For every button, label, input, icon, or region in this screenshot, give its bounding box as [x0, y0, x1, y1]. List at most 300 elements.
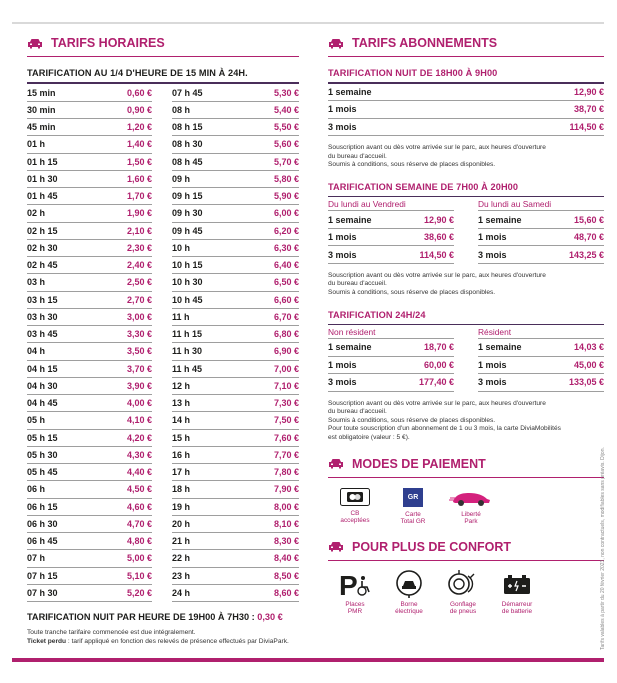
- row-label: 30 min: [27, 104, 56, 115]
- table-row: [328, 246, 454, 264]
- row-price: 7,90 €: [273, 484, 299, 495]
- row-label: 20 h: [172, 518, 191, 529]
- note-line: du bureau d'accueil.: [328, 280, 387, 288]
- row-price: 3,30 €: [126, 329, 152, 340]
- row-label: 15 h: [172, 432, 191, 443]
- payment-methods: [328, 488, 604, 526]
- row-label: 10 h: [172, 242, 191, 253]
- note-line: Souscription avant ou dès votre arrivée sur le parc, aux heures d'ouverture: [328, 144, 546, 151]
- svg-text:P: P: [339, 569, 358, 598]
- table-row: [172, 257, 299, 274]
- row-price: 4,40 €: [126, 467, 152, 478]
- ev-charger-icon: [394, 570, 424, 598]
- caption-line: Carte: [405, 510, 421, 518]
- row-price: 6,90 €: [273, 346, 299, 357]
- row-label: 45 min: [27, 122, 56, 133]
- night-rate-label: TARIFICATION NUIT PAR HEURE DE 19H00 À 7H30 :: [27, 612, 255, 622]
- row-price: 114,50 €: [419, 249, 454, 260]
- row-label: 1 semaine: [478, 214, 522, 225]
- top-divider: [12, 22, 604, 24]
- payment-cb-caption: [340, 510, 369, 525]
- row-price: 5,60 €: [273, 139, 299, 150]
- row-label: 03 h: [27, 277, 46, 288]
- car-icon: [328, 458, 344, 469]
- row-label: 03 h 15: [27, 294, 58, 305]
- table-row: [172, 412, 299, 429]
- note-line: Souscription avant ou dès votre arrivée sur le parc, aux heures d'ouverture: [328, 399, 546, 407]
- row-price: 8,60 €: [273, 587, 299, 598]
- note-lost-ticket: [27, 638, 299, 647]
- table-row: [27, 154, 152, 171]
- table-row: [27, 481, 152, 498]
- row-price: 5,10 €: [126, 570, 152, 581]
- row-price: 4,30 €: [126, 449, 152, 460]
- battery-icon: [502, 570, 532, 598]
- table-row: [478, 246, 604, 264]
- row-price: 133,05 €: [568, 377, 604, 388]
- row-label: 19 h: [172, 501, 191, 512]
- caption-line: CB: [350, 509, 360, 517]
- row-price: 4,60 €: [126, 501, 152, 512]
- rates-column-2: [172, 85, 299, 603]
- row-price: 5,70 €: [273, 156, 299, 167]
- payment-total-gr: [386, 488, 440, 526]
- tire-pressure-icon: [448, 570, 478, 598]
- row-price: 114,50 €: [569, 121, 604, 132]
- caption-line: Places: [345, 600, 365, 608]
- table-row: [328, 119, 604, 137]
- table-row: [478, 357, 604, 375]
- table-row: [172, 102, 299, 119]
- row-label: 09 h 45: [172, 225, 203, 236]
- row-label: 23 h: [172, 570, 191, 581]
- row-price: 6,30 €: [273, 242, 299, 253]
- table-row: [172, 292, 299, 309]
- table-row: [172, 447, 299, 464]
- row-label: 04 h 30: [27, 380, 58, 391]
- table-row: [27, 447, 152, 464]
- week-left-rows: [328, 211, 454, 264]
- row-price: 3,00 €: [126, 311, 152, 322]
- table-row: [328, 229, 454, 247]
- row-price: 8,40 €: [273, 553, 299, 564]
- service-battery-caption: [502, 601, 533, 616]
- table-row: [27, 499, 152, 516]
- row-label: 02 h 45: [27, 260, 58, 271]
- row-price: 3,50 €: [126, 346, 152, 357]
- row-label: 11 h: [172, 311, 190, 322]
- row-price: 8,10 €: [273, 518, 299, 529]
- table-row: [328, 101, 604, 119]
- row-label: 03 h 45: [27, 329, 58, 340]
- car-icon: [27, 38, 43, 49]
- table-row: [27, 223, 152, 240]
- caption-line: Park: [464, 518, 478, 526]
- caption-line: PMR: [347, 608, 363, 616]
- caption-line: électrique: [395, 608, 423, 616]
- table-row: [27, 309, 152, 326]
- row-price: 5,30 €: [273, 87, 299, 98]
- table-row: [328, 339, 454, 357]
- row-label: 04 h 45: [27, 398, 58, 409]
- row-label: 10 h 45: [172, 294, 203, 305]
- row-price: 2,70 €: [126, 294, 152, 305]
- table-row: [27, 102, 152, 119]
- row-price: 0,60 €: [126, 87, 152, 98]
- row-price: 48,70 €: [573, 232, 604, 243]
- row-price: 6,70 €: [273, 311, 299, 322]
- row-label: 02 h 15: [27, 225, 58, 236]
- row-price: 4,20 €: [126, 432, 152, 443]
- row-price: 4,50 €: [126, 484, 152, 495]
- note-line: du bureau d'accueil.: [328, 408, 387, 416]
- non-resident: [328, 325, 454, 392]
- row-price: 6,00 €: [273, 208, 299, 219]
- row-label: 09 h 15: [172, 191, 203, 202]
- row-label: 1 semaine: [328, 214, 372, 225]
- table-row: [478, 339, 604, 357]
- table-row: [27, 412, 152, 429]
- table-row: [172, 533, 299, 550]
- row-label: 1 semaine: [328, 86, 372, 97]
- table-row: [27, 533, 152, 550]
- table-row: [27, 240, 152, 257]
- night-notes: [328, 144, 604, 170]
- table-row: [328, 211, 454, 229]
- table-row: [27, 119, 152, 136]
- row-label: 03 h 30: [27, 311, 58, 322]
- non-resident-rows: [328, 339, 454, 392]
- row-price: 60,00 €: [423, 359, 454, 370]
- row-label: 05 h 15: [27, 432, 58, 443]
- table-row: [27, 550, 152, 567]
- table-row: [172, 274, 299, 291]
- pmr-parking-icon: [339, 570, 371, 598]
- note-rule: Toute tranche tarifaire commencée est due intégralement.: [27, 629, 196, 636]
- row-label: 13 h: [172, 398, 191, 409]
- row-label: 08 h 45: [172, 156, 203, 167]
- row-label: 1 semaine: [328, 342, 372, 353]
- row-price: 18,70 €: [423, 342, 454, 353]
- row-label: 18 h: [172, 484, 191, 495]
- row-label: 04 h: [27, 346, 46, 357]
- row-label: 11 h 45: [172, 363, 203, 374]
- row-price: 14,03 €: [573, 342, 604, 353]
- note-line: Soumis à conditions, sous réserve de places disponibles.: [328, 161, 496, 169]
- caption-line: Total GR: [400, 518, 426, 526]
- table-row: [27, 257, 152, 274]
- quarter-hour-heading: TARIFICATION AU 1/4 D'HEURE DE 15 MIN À 24H.: [27, 68, 248, 78]
- table-row: [27, 361, 152, 378]
- row-price: 3,70 €: [126, 363, 152, 374]
- table-row: [478, 229, 604, 247]
- night-rate-value: 0,30 €: [257, 612, 283, 622]
- title-rule: [328, 56, 604, 57]
- table-row: [27, 568, 152, 585]
- row-price: 143,25 €: [568, 249, 604, 260]
- service-tire-caption: [450, 601, 476, 616]
- row-label: 07 h 15: [27, 570, 58, 581]
- row-label: 15 min: [27, 87, 56, 98]
- table-row: [478, 211, 604, 229]
- table-row: [172, 154, 299, 171]
- title-rule: [27, 56, 299, 57]
- row-price: 7,30 €: [273, 398, 299, 409]
- row-label: 1 mois: [328, 359, 357, 370]
- row-price: 2,30 €: [126, 242, 152, 253]
- row-label: 06 h 15: [27, 501, 58, 512]
- row-label: 3 mois: [478, 377, 507, 388]
- row-label: 06 h: [27, 484, 46, 495]
- week-subscription-heading: TARIFICATION SEMAINE DE 7H00 À 20H00: [328, 181, 519, 192]
- week-monday-friday: [328, 197, 454, 264]
- caption-line: Gonflage: [450, 600, 476, 608]
- row-label: 01 h: [27, 139, 46, 150]
- hourly-rates-title-text: TARIFS HORAIRES: [51, 36, 165, 50]
- resident-rows: [478, 339, 604, 392]
- table-row: [27, 136, 152, 153]
- table-row: [172, 585, 299, 602]
- row-price: 12,90 €: [423, 214, 454, 225]
- note-line: est obligatoire (valeur : 5 €).: [328, 433, 410, 441]
- row-price: 4,00 €: [126, 398, 152, 409]
- subscriptions-column: [328, 34, 604, 616]
- table-row: [27, 292, 152, 309]
- table-row: [172, 136, 299, 153]
- row-price: 7,10 €: [273, 380, 299, 391]
- row-price: 38,60 €: [423, 232, 454, 243]
- comfort-title: [328, 538, 604, 556]
- table-row: [27, 516, 152, 533]
- row-label: 21 h: [172, 536, 191, 547]
- resident: [478, 325, 604, 392]
- table-row: [172, 464, 299, 481]
- fullday-subscription-tables: [328, 325, 604, 392]
- lost-ticket-text: : tarif appliqué en fonction des relevés de présence effectués par DiviaPark.: [66, 637, 289, 645]
- table-row: [172, 499, 299, 516]
- row-price: 1,70 €: [126, 191, 152, 202]
- table-row: [172, 550, 299, 567]
- hourly-rates-title: [27, 34, 299, 52]
- row-price: 7,50 €: [273, 415, 299, 426]
- row-label: 1 mois: [328, 104, 357, 115]
- row-price: 12,90 €: [573, 86, 604, 97]
- row-label: 01 h 15: [27, 156, 58, 167]
- row-price: 2,50 €: [126, 277, 152, 288]
- row-label: 1 mois: [478, 359, 507, 370]
- row-price: 8,30 €: [273, 536, 299, 547]
- table-row: [172, 516, 299, 533]
- table-row: [172, 378, 299, 395]
- payment-lp-caption: [461, 511, 481, 526]
- table-row: [27, 188, 152, 205]
- row-label: 12 h: [172, 380, 191, 391]
- row-price: 38,70 €: [573, 104, 604, 115]
- car-icon: [328, 38, 344, 49]
- side-legal-note: Tarifs valables à partir du 20 février 2023, non contractuels, modifiables sans préavis. Dijon.: [600, 447, 606, 650]
- row-label: 3 mois: [328, 249, 357, 260]
- table-row: [172, 188, 299, 205]
- note-line: Pour toute souscription d'un abonnement de 1 ou 3 mois, la carte DiviaMobilités: [328, 425, 561, 433]
- row-label: 01 h 45: [27, 191, 58, 202]
- comfort-services: [328, 570, 604, 616]
- table-row: [328, 374, 454, 392]
- row-price: 177,40 €: [418, 377, 454, 388]
- row-price: 1,40 €: [126, 139, 152, 150]
- service-pmr-caption: [345, 601, 364, 616]
- rates-column-1: [27, 85, 152, 603]
- table-row: [27, 585, 152, 602]
- table-row: [172, 85, 299, 102]
- row-price: 1,50 €: [126, 156, 152, 167]
- table-row: [172, 361, 299, 378]
- row-price: 5,20 €: [126, 587, 152, 598]
- payment-title: [328, 455, 604, 473]
- table-row: [172, 568, 299, 585]
- row-label: 04 h 15: [27, 363, 58, 374]
- note-line: du bureau d'accueil.: [328, 152, 387, 160]
- service-pmr: [328, 570, 382, 616]
- row-label: 11 h 15: [172, 329, 203, 340]
- caption-line: acceptées: [340, 517, 370, 525]
- row-label: 22 h: [172, 553, 191, 564]
- row-price: 4,70 €: [126, 518, 152, 529]
- table-row: [27, 326, 152, 343]
- caption-line: Borne: [400, 600, 418, 608]
- car-icon: [328, 541, 344, 552]
- note-line: Souscription avant ou dès votre arrivée sur le parc, aux heures d'ouverture: [328, 271, 546, 279]
- row-price: 5,50 €: [273, 122, 299, 133]
- row-label: 16 h: [172, 449, 191, 460]
- week-right-label: Du lundi au Samedi: [478, 197, 604, 211]
- caption-line: Démarreur: [501, 600, 533, 608]
- row-price: 5,80 €: [273, 173, 299, 184]
- payment-cb: [328, 488, 382, 526]
- table-row: [172, 223, 299, 240]
- resident-label: Résident: [478, 325, 604, 339]
- row-price: 5,40 €: [273, 104, 299, 115]
- table-row: [172, 326, 299, 343]
- row-price: 2,10 €: [126, 225, 152, 236]
- row-label: 10 h 15: [172, 260, 203, 271]
- non-resident-label: Non résident: [328, 325, 454, 339]
- row-label: 1 semaine: [478, 342, 522, 353]
- row-price: 0,90 €: [126, 104, 152, 115]
- week-monday-saturday: [478, 197, 604, 264]
- table-row: [172, 430, 299, 447]
- table-row: [172, 309, 299, 326]
- row-price: 6,80 €: [273, 329, 299, 340]
- row-price: 5,90 €: [273, 191, 299, 202]
- row-price: 15,60 €: [573, 214, 604, 225]
- row-label: 06 h 30: [27, 518, 58, 529]
- row-label: 05 h: [27, 415, 46, 426]
- row-price: 6,50 €: [273, 277, 299, 288]
- caption-line: Liberté: [461, 510, 481, 518]
- row-label: 09 h: [172, 173, 191, 184]
- row-label: 1 mois: [478, 232, 507, 243]
- row-price: 6,40 €: [273, 260, 299, 271]
- row-label: 02 h: [27, 208, 46, 219]
- bottom-accent-bar: [12, 658, 604, 662]
- table-row: [27, 85, 152, 102]
- row-label: 07 h 45: [172, 87, 203, 98]
- liberte-park-car-icon: [449, 488, 493, 507]
- hourly-rates-column: [27, 34, 299, 646]
- row-label: 11 h 30: [172, 346, 203, 357]
- caption-line: de batterie: [501, 608, 533, 616]
- row-price: 1,90 €: [126, 208, 152, 219]
- service-ev-caption: [395, 601, 423, 616]
- row-label: 08 h 30: [172, 139, 203, 150]
- table-row: [27, 430, 152, 447]
- lost-ticket-label: Ticket perdu: [27, 637, 67, 645]
- total-gr-logo: GR: [403, 488, 423, 507]
- payment-liberte-park: [444, 488, 498, 526]
- row-label: 10 h 30: [172, 277, 203, 288]
- row-price: 1,60 €: [126, 173, 152, 184]
- row-price: 8,50 €: [273, 570, 299, 581]
- row-label: 05 h 45: [27, 467, 58, 478]
- title-rule: [328, 477, 604, 478]
- night-subscription-table: [328, 84, 604, 137]
- table-row: [328, 84, 604, 102]
- table-row: [172, 205, 299, 222]
- table-row: [27, 274, 152, 291]
- row-label: 3 mois: [328, 377, 357, 388]
- service-battery-starter: [490, 570, 544, 616]
- row-price: 8,00 €: [273, 501, 299, 512]
- row-label: 17 h: [172, 467, 191, 478]
- table-row: [172, 119, 299, 136]
- service-tire-inflation: [436, 570, 490, 616]
- table-row: [27, 343, 152, 360]
- table-row: [27, 395, 152, 412]
- row-label: 08 h 15: [172, 122, 203, 133]
- row-price: 6,60 €: [273, 294, 299, 305]
- credit-card-icon: [340, 488, 370, 506]
- week-left-label: Du lundi au Vendredi: [328, 197, 454, 211]
- table-row: [27, 171, 152, 188]
- night-subscription-heading: TARIFICATION NUIT DE 18H00 À 9H00: [328, 68, 498, 78]
- row-label: 07 h 30: [27, 587, 58, 598]
- row-label: 3 mois: [478, 249, 507, 260]
- row-price: 6,20 €: [273, 225, 299, 236]
- row-price: 2,40 €: [126, 260, 152, 271]
- heading-rule: [27, 82, 299, 84]
- note-line: Soumis à conditions, sous réserve de places disponibles.: [328, 416, 496, 424]
- row-price: 45,00 €: [573, 359, 604, 370]
- row-price: 3,90 €: [126, 380, 152, 391]
- row-price: 1,20 €: [126, 122, 152, 133]
- row-label: 06 h 45: [27, 536, 58, 547]
- night-rate-line: [27, 612, 299, 622]
- row-price: 5,00 €: [126, 553, 152, 564]
- tariff-page: [12, 22, 604, 662]
- row-price: 7,80 €: [273, 467, 299, 478]
- row-label: 07 h: [27, 553, 46, 564]
- fullday-notes: [328, 400, 604, 443]
- table-row: [27, 205, 152, 222]
- table-row: [172, 240, 299, 257]
- service-ev-charger: [382, 570, 436, 616]
- row-label: 24 h: [172, 587, 191, 598]
- week-right-rows: [478, 211, 604, 264]
- week-subscription-tables: [328, 197, 604, 264]
- fullday-subscription-heading: TARIFICATION 24H/24: [328, 309, 426, 320]
- row-label: 05 h 30: [27, 449, 58, 460]
- row-label: 14 h: [172, 415, 191, 426]
